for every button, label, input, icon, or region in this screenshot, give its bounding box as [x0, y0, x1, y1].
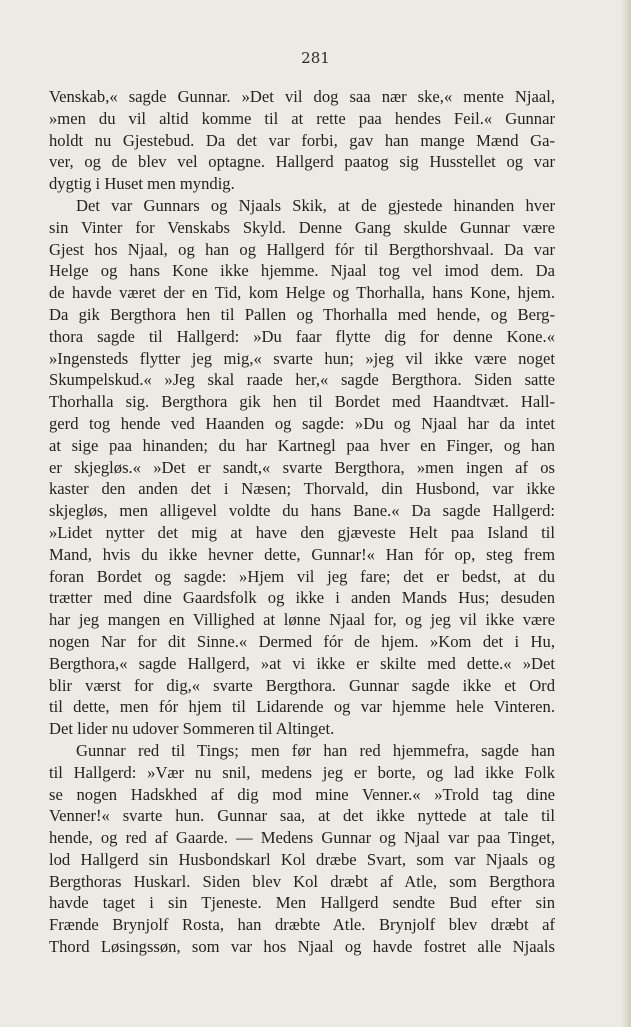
text-line: at sige paa hinanden; du har Kartnegl paa hver en Finger, og han: [49, 435, 555, 455]
text-line: Helge og hans Kone ikke hjemme. Njaal tog vel imod dem. Da: [49, 261, 555, 281]
text-line: »Ingensteds flytter jeg mig,« svarte hun; »jeg vil ikke være noget: [49, 348, 555, 368]
text-line: kaster den anden det i Næsen; Thorvald, din Husbond, var ikke: [49, 479, 555, 499]
text-line: »Lidet nytter det mig at have den gjæveste Helt paa Island til: [49, 522, 555, 542]
text-line: de havde været der en Tid, kom Helge og Thorhalla, hans Kone, hjem.: [49, 283, 555, 303]
text-line: lod Hallgerd sin Husbondskarl Kol dræbe Svart, som var Njaals og: [49, 849, 555, 869]
text-line: hende, og red af Gaarde. — Medens Gunnar og Njaal var paa Tinget,: [49, 828, 555, 848]
text-line: Venskab,« sagde Gunnar. »Det vil dog saa nær ske,« mente Njaal,: [49, 87, 555, 106]
body-text: [49, 86, 555, 958]
text-line: ver, og de blev vel optagne. Hallgerd paatog sig Husstellet og var: [49, 152, 555, 172]
text-line: gerd tog hende ved Haanden og sagde: »Du og Njaal har da intet: [49, 413, 555, 433]
text-line: Da gik Bergthora hen til Pallen og Thorhalla med hende, og Berg-: [49, 304, 555, 324]
text-line: er skjegløs.« »Det er sandt,« svarte Bergthora, »men ingen af os: [49, 457, 555, 477]
text-line: foran Bordet og sagde: »Hjem vil jeg fare; det er bedst, at du: [49, 566, 555, 586]
text-line: holdt nu Gjestebud. Da det var forbi, gav han mange Mænd Ga-: [49, 130, 555, 150]
text-line: Bergthoras Huskarl. Siden blev Kol dræbt af Atle, som Bergthora: [49, 871, 555, 891]
page-number: 281: [301, 49, 330, 67]
text-line: dygtig i Huset men myndig.: [49, 174, 235, 194]
text-line: »men du vil altid komme til at rette paa hendes Feil.« Gunnar: [49, 108, 555, 128]
text-line: Venner!« svarte hun. Gunnar saa, at det ikke nyttede at tale til: [49, 806, 555, 826]
text-line: Skumpelskud.« »Jeg skal raade her,« sagde Bergthora. Siden satte: [49, 370, 555, 390]
text-line: blir værst for dig,« svarte Bergthora. Gunnar sagde ikke et Ord: [49, 675, 555, 695]
text-line: Bergthora,« sagde Hallgerd, »at vi ikke er skilte med dette.« »Det: [49, 653, 555, 673]
text-line: havde taget i sin Tjeneste. Men Hallgerd sendte Bud efter sin: [49, 893, 555, 913]
text-line: har jeg mangen en Villighed at lønne Njaal for, og jeg vil ikke være: [49, 610, 555, 630]
text-line: Thord Løsingssøn, som var hos Njaal og havde fostret alle Njaals: [49, 937, 555, 957]
text-line: Det var Gunnars og Njaals Skik, at de gjestede hinanden hver: [76, 195, 555, 215]
text-line: Frænde Brynjolf Rosta, han dræbte Atle. Brynjolf blev dræbt af: [49, 915, 555, 935]
text-line: skjegløs, men alligevel voldte du hans Bane.« Da sagde Hallgerd:: [49, 501, 555, 521]
text-line: Thorhalla sig. Bergthora gik hen til Bordet med Haandtvæt. Hall-: [49, 392, 555, 412]
text-line: Gjest hos Njaal, og han og Hallgerd fór til Bergthorshvaal. Da var: [49, 239, 555, 259]
text-line: trætter med dine Gaardsfolk og ikke i anden Mands Hus; desuden: [49, 588, 555, 608]
text-line: se nogen Hadskhed af dig mod mine Venner.« »Trold tag dine: [49, 784, 555, 804]
text-line: sin Vinter for Venskabs Skyld. Denne Gang skulde Gunnar være: [49, 217, 555, 237]
text-line: Mand, hvis du ikke hevner dette, Gunnar!« Han fór op, steg frem: [49, 544, 555, 564]
text-line: til Hallgerd: »Vær nu snil, medens jeg er borte, og lad ikke Folk: [49, 762, 555, 782]
text-line: thora sagde til Hallgerd: »Du faar flytte dig for denne Kone.«: [49, 326, 555, 346]
text-line: nogen Nar for dit Sinne.« Dermed fór de hjem. »Kom det i Hu,: [49, 631, 555, 651]
text-line: Det lider nu udover Sommeren til Altinget.: [49, 719, 335, 739]
text-line: til dette, men fór hjem til Lidarende og var hjemme hele Vinteren.: [49, 697, 555, 717]
text-line: Gunnar red til Tings; men før han red hjemmefra, sagde han: [76, 740, 555, 760]
